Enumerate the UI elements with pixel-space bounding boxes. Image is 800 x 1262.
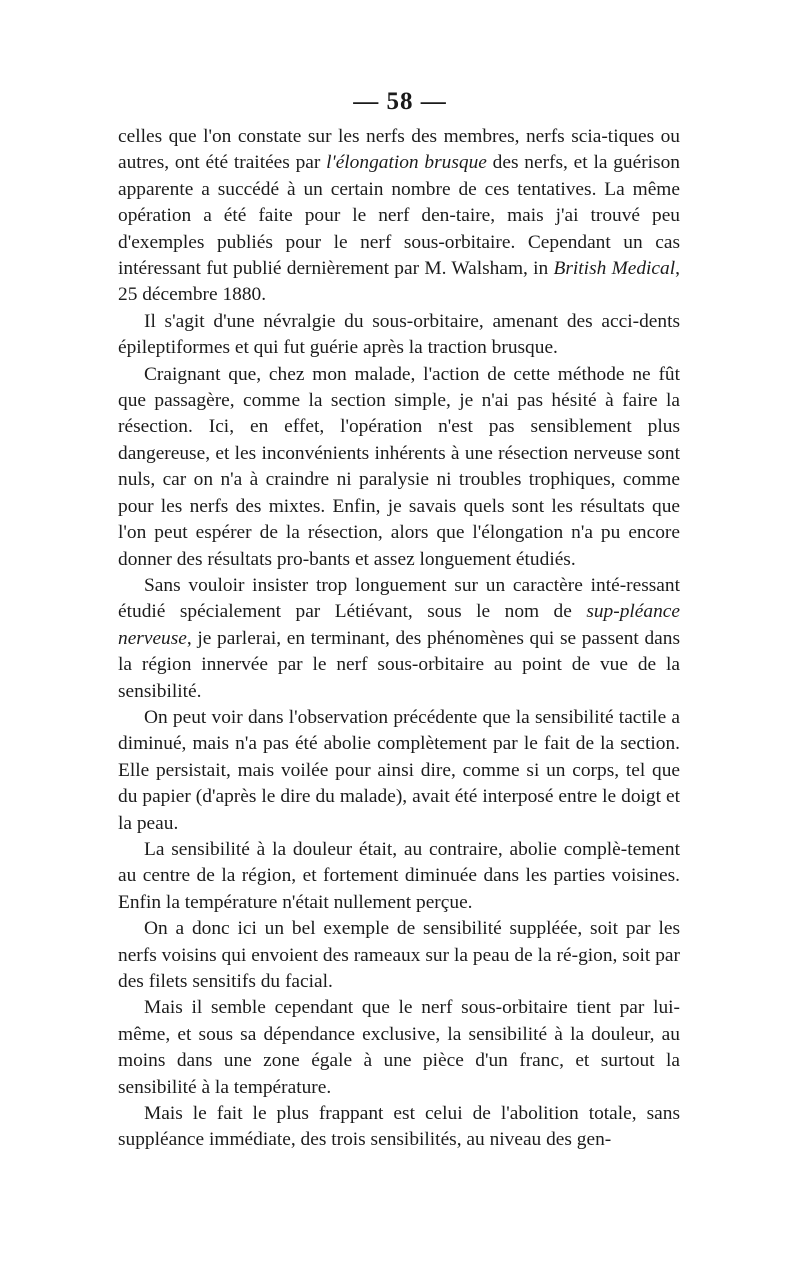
text-run: On a donc ici un bel exemple de sensibilité suppléée, soit par les nerfs voisins qui envoient des rameaux sur la peau de la ré-gion, soit par des filets sensitifs du facial.: [118, 918, 680, 992]
text-run: Craignant que, chez mon malade, l'action de cette méthode ne fût que passagère, comme la section simple, je n'ai pas hésité à faire la résection. Ici, en effet, l'opération n'est pas sensiblement plus dangereuse, et les inconvénients inhérents à une résection nerveuse sont nuls, car on n'a à craindre ni paralysie ni troubles trophiques, comme pour les nerfs des mixtes. Enfin, je savais quels sont les résultats que l'on peut espérer de la résection, alors que l'élongation n'a pu encore donner des résultats pro-bants et assez longuement étudiés.: [118, 363, 680, 570]
text-run: , 25 décembre 1880.: [118, 258, 680, 306]
text-run: Mais le fait le plus frappant est celui de l'abolition totale, sans suppléance immédiate, des trois sensibilités, au niveau des gen-: [118, 1103, 680, 1151]
paragraph-1: [118, 124, 680, 309]
paragraph-3: [118, 362, 680, 573]
italic-text: sup-pléance nerveuse: [118, 601, 680, 649]
text-run: Sans vouloir insister trop longuement sur un caractère inté-ressant étudié spécialement par Létiévant, sous le nom de: [118, 574, 680, 623]
paragraph-9: [118, 1101, 680, 1154]
text-run: , je parlerai, en terminant, des phénomènes qui se passent dans la région innervée par le nerf sous-orbitaire au point de vue de la sensibilité.: [118, 627, 680, 702]
paragraph-5: [118, 705, 680, 837]
text-run: Il s'agit d'une névralgie du sous-orbitaire, amenant des acci-dents épileptiformes et qui fut guérie après la traction brusque.: [118, 310, 680, 359]
page-number: — 58 —: [353, 88, 447, 115]
text-run: Mais il semble cependant que le nerf sous-orbitaire tient par lui-même, et sous sa dépendance exclusive, la sensibilité à la douleur, au moins dans une zone égale à une pièce d'un franc, et surtout la sensibilité à la température.: [118, 997, 680, 1098]
italic-text: British Medical: [553, 258, 676, 280]
text-run: celles que l'on constate sur les nerfs des membres, nerfs scia-tiques ou autres, ont été traitées par: [118, 126, 680, 174]
paragraph-8: [118, 995, 680, 1101]
text-run: des nerfs, et la guérison apparente a succédé à un certain nombre de ces tentatives. La même opération a été faite pour le nerf den-taire, mais j'ai trouvé peu d'exemples publiés pour le nerf sous-orbitaire. Cependant un cas intéressant fut publié dernièrement par M. Walsham, in: [118, 152, 680, 280]
paragraph-6: [118, 837, 680, 916]
body-text: [118, 124, 680, 1154]
italic-text: l'élongation brusque: [326, 152, 487, 174]
text-run: On peut voir dans l'observation précédente que la sensibilité tactile a diminué, mais n'a pas été abolie complètement par le fait de la section. Elle persistait, mais voilée pour ainsi dire, comme si un corps, tel que du papier (d'après le dire du malade), avait été interposé entre le doigt et la peau.: [118, 706, 680, 834]
paragraph-2: [118, 309, 680, 362]
paragraph-7: [118, 916, 680, 995]
text-run: La sensibilité à la douleur était, au contraire, abolie complè-tement au centre de la région, et fortement diminuée dans les parties voisines. Enfin la température n'était nullement perçue.: [118, 838, 680, 913]
paragraph-4: [118, 573, 680, 705]
